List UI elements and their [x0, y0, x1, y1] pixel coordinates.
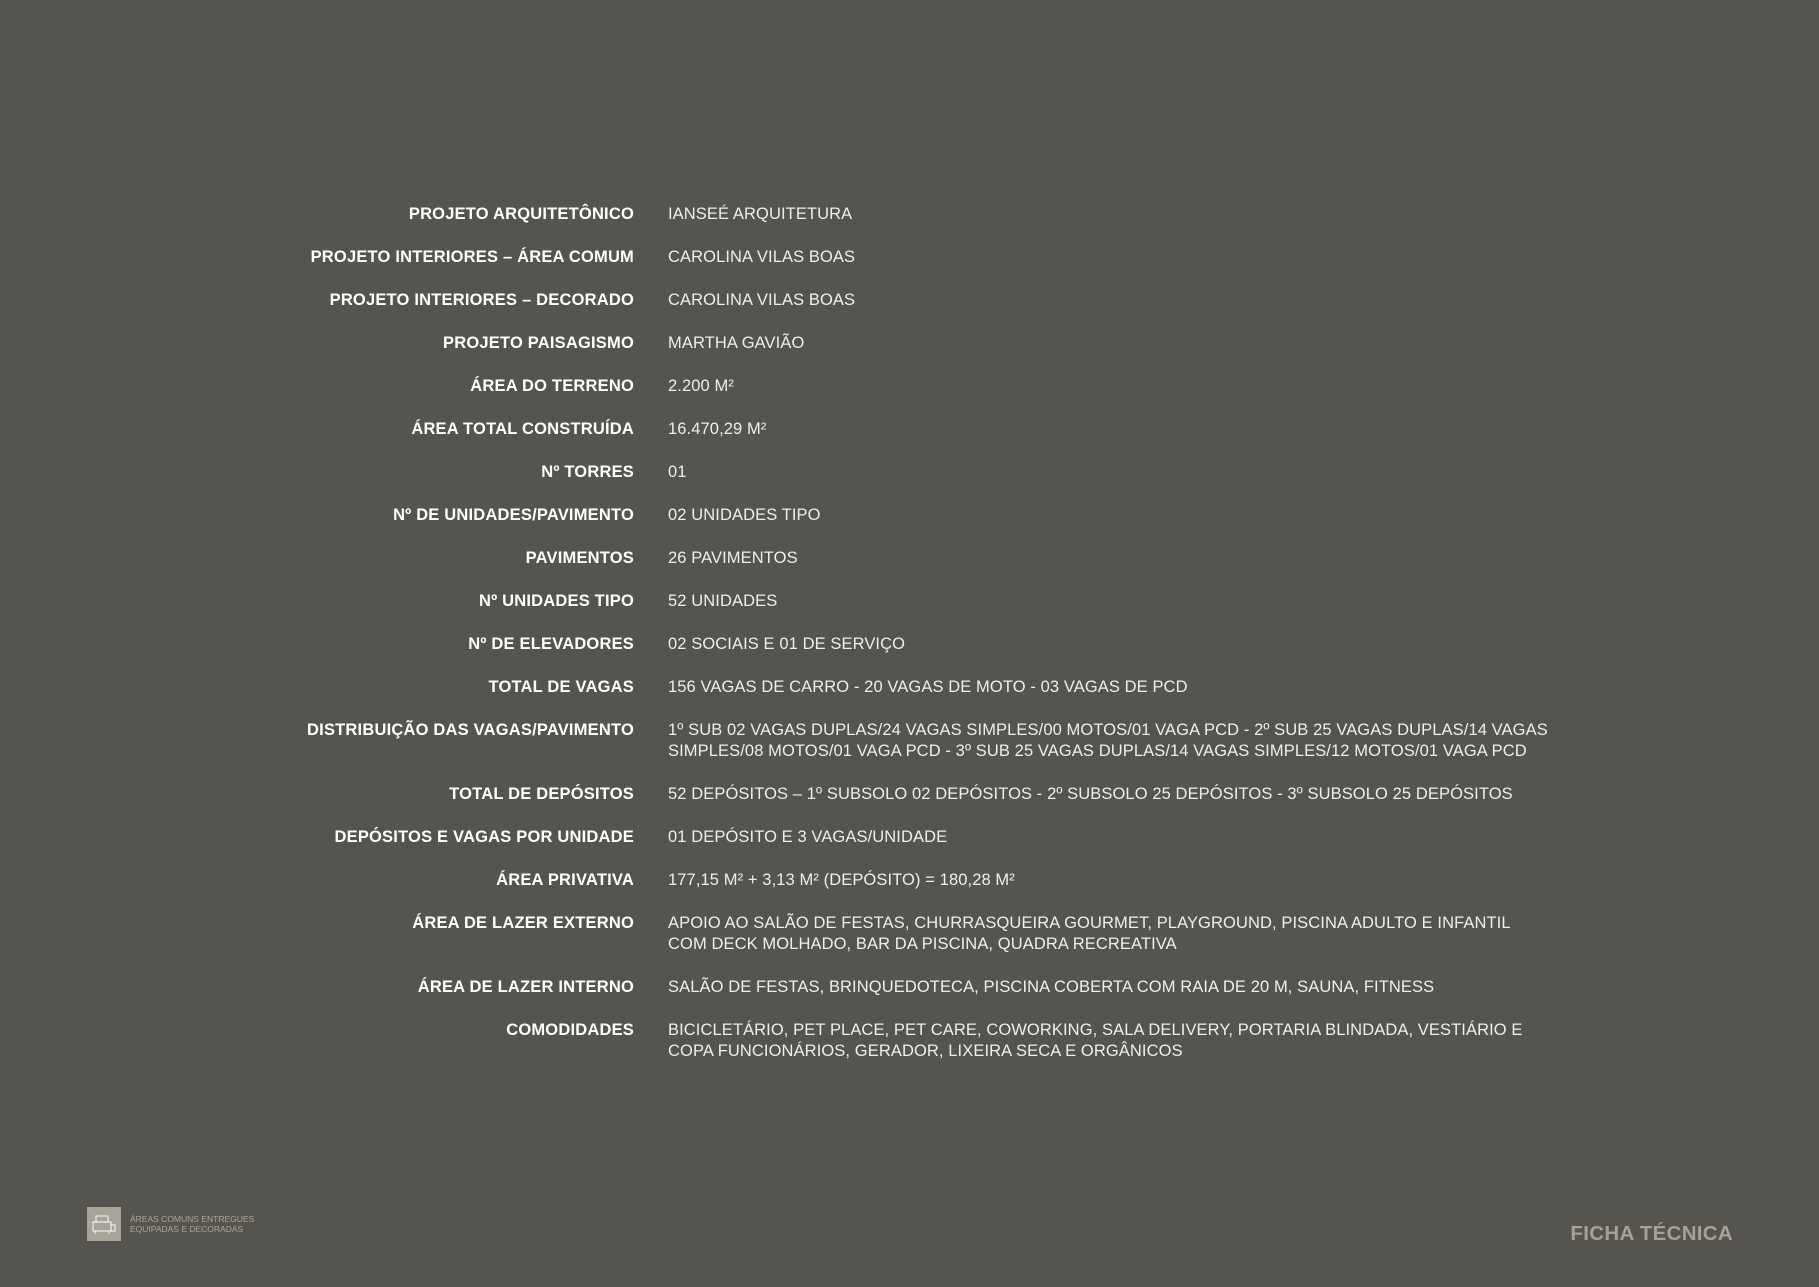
spec-value: 26 PAVIMENTOS — [668, 549, 798, 567]
spec-value: IANSEÉ ARQUITETURA — [668, 205, 853, 223]
spec-row — [0, 870, 1819, 891]
spec-value: 156 VAGAS DE CARRO - 20 VAGAS DE MOTO - 03 VAGAS DE PCD — [668, 678, 1188, 696]
spec-label: Nº DE UNIDADES/PAVIMENTO — [393, 506, 634, 524]
spec-row — [0, 1020, 1819, 1062]
spec-value: 52 DEPÓSITOS – 1º SUBSOLO 02 DEPÓSITOS - 2º SUBSOLO 25 DEPÓSITOS - 3º SUBSOLO 25 DEPÓSITOS — [668, 785, 1513, 803]
spec-label: ÁREA TOTAL CONSTRUÍDA — [411, 420, 634, 438]
spec-row — [0, 462, 1819, 483]
spec-value: SALÃO DE FESTAS, BRINQUEDOTECA, PISCINA COBERTA COM RAIA DE 20 M, SAUNA, FITNESS — [668, 978, 1435, 996]
spec-row — [0, 247, 1819, 268]
spec-row — [0, 977, 1819, 998]
spec-value: CAROLINA VILAS BOAS — [668, 291, 856, 309]
spec-label: DISTRIBUIÇÃO DAS VAGAS/PAVIMENTO — [307, 721, 634, 739]
spec-value: 02 UNIDADES TIPO — [668, 506, 821, 524]
spec-label: ÁREA DO TERRENO — [470, 377, 634, 395]
spec-label: ÁREA DE LAZER INTERNO — [417, 978, 634, 996]
spec-row — [0, 204, 1819, 225]
spec-value: MARTHA GAVIÃO — [668, 334, 805, 352]
spec-label: Nº DE ELEVADORES — [468, 635, 634, 653]
spec-label: TOTAL DE DEPÓSITOS — [449, 785, 634, 803]
spec-label: ÁREA DE LAZER EXTERNO — [412, 914, 634, 932]
spec-row — [0, 720, 1819, 762]
spec-value: APOIO AO SALÃO DE FESTAS, CHURRASQUEIRA GOURMET, PLAYGROUND, PISCINA ADULTO E INFANTIL COM DECK MOLHADO, BAR DA PISCINA, QUADRA RECREATIVA — [668, 914, 1511, 953]
spec-label: DEPÓSITOS E VAGAS POR UNIDADE — [334, 828, 634, 846]
spec-label: PROJETO PAISAGISMO — [443, 334, 634, 352]
spec-value: CAROLINA VILAS BOAS — [668, 248, 856, 266]
spec-row — [0, 333, 1819, 354]
spec-row — [0, 784, 1819, 805]
spec-value: 01 DEPÓSITO E 3 VAGAS/UNIDADE — [668, 828, 948, 846]
furnished-areas-badge — [87, 1207, 260, 1241]
spec-label: COMODIDADES — [506, 1021, 634, 1039]
spec-row — [0, 677, 1819, 698]
spec-value: 177,15 M² + 3,13 M² (DEPÓSITO) = 180,28 M² — [668, 871, 1015, 889]
spec-row — [0, 505, 1819, 526]
spec-value: 2.200 M² — [668, 377, 734, 395]
page-title: FICHA TÉCNICA — [1570, 1222, 1733, 1245]
spec-row — [0, 827, 1819, 848]
spec-row — [0, 548, 1819, 569]
badge-text: ÁREAS COMUNS ENTREGUES EQUIPADAS E DECORADAS — [130, 1214, 255, 1234]
spec-value: 02 SOCIAIS E 01 DE SERVIÇO — [668, 635, 906, 653]
spec-row — [0, 290, 1819, 311]
spec-value: 16.470,29 M² — [668, 420, 767, 438]
spec-label: ÁREA PRIVATIVA — [496, 871, 634, 889]
spec-row — [0, 913, 1819, 955]
furniture-icon — [87, 1207, 121, 1241]
spec-label: PROJETO INTERIORES – ÁREA COMUM — [310, 248, 634, 266]
spec-value: 1º SUB 02 VAGAS DUPLAS/24 VAGAS SIMPLES/00 MOTOS/01 VAGA PCD - 2º SUB 25 VAGAS DUPLAS/14 VAGAS SIMPLES/08 MOTOS/01 VAGA PCD - 3º SUB 25 VAGAS DUPLAS/14 VAGAS SIMPLES/12 MOTOS/01 VAGA PCD — [668, 721, 1548, 760]
spec-row — [0, 419, 1819, 440]
spec-value: 52 UNIDADES — [668, 592, 778, 610]
spec-label: PAVIMENTOS — [525, 549, 634, 567]
spec-label: PROJETO ARQUITETÔNICO — [408, 205, 634, 223]
spec-label: Nº UNIDADES TIPO — [479, 592, 634, 610]
spec-label: PROJETO INTERIORES – DECORADO — [329, 291, 634, 309]
spec-label: TOTAL DE VAGAS — [488, 678, 634, 696]
spec-table — [0, 204, 1819, 1084]
spec-row — [0, 634, 1819, 655]
spec-row — [0, 376, 1819, 397]
spec-value: BICICLETÁRIO, PET PLACE, PET CARE, COWORKING, SALA DELIVERY, PORTARIA BLINDADA, VESTIÁRIO E COPA FUNCIONÁRIOS, GERADOR, LIXEIRA SECA E ORGÂNICOS — [668, 1021, 1523, 1060]
spec-label: Nº TORRES — [541, 463, 634, 481]
spec-value: 01 — [668, 463, 687, 481]
spec-row — [0, 591, 1819, 612]
